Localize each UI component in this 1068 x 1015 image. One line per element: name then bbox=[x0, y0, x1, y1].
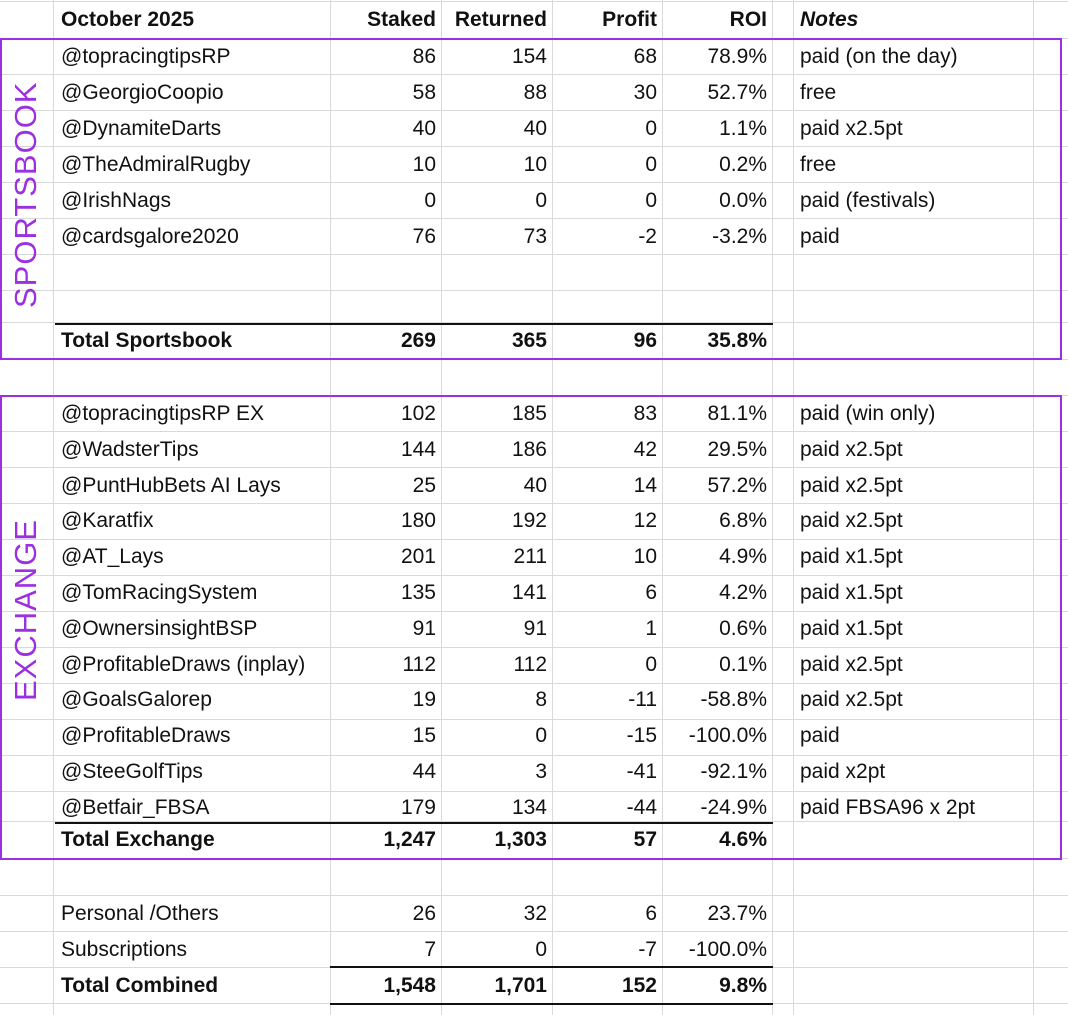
total-label: Total Sportsbook bbox=[61, 329, 233, 352]
staked-value: 58 bbox=[412, 81, 436, 104]
sportsbook-total-row bbox=[0, 323, 1068, 359]
profit-value: 0 bbox=[645, 652, 657, 676]
returned-value: 185 bbox=[511, 402, 547, 425]
returned-value: 40 bbox=[523, 473, 547, 497]
staked-value: 7 bbox=[424, 938, 436, 961]
notes-value: paid (win only) bbox=[800, 402, 936, 425]
total-roi: 4.6% bbox=[719, 828, 767, 851]
returned-value: 88 bbox=[523, 81, 547, 104]
returned-value: 0 bbox=[535, 189, 547, 212]
profit-value: 42 bbox=[633, 437, 657, 461]
sportsbook-section-label: SPORTSBOOK bbox=[8, 81, 43, 308]
total-label: Total Combined bbox=[61, 974, 219, 997]
profit-value: 6 bbox=[645, 581, 657, 604]
profit-value: 68 bbox=[633, 45, 657, 68]
staked-value: 135 bbox=[400, 581, 436, 604]
returned-value: 73 bbox=[523, 225, 547, 248]
tipster-name: @SteeGolfTips bbox=[61, 760, 203, 783]
profit-value: 83 bbox=[633, 402, 657, 425]
total-returned: 365 bbox=[511, 329, 547, 352]
returned-value: 112 bbox=[513, 652, 547, 676]
roi-value: 23.7% bbox=[707, 902, 767, 925]
table-row bbox=[0, 396, 1068, 432]
table-row bbox=[0, 432, 1068, 468]
notes-value: paid x2.5pt bbox=[800, 473, 903, 497]
tipster-name: @Karatfix bbox=[61, 509, 154, 533]
staked-value: 15 bbox=[412, 724, 436, 748]
table-row bbox=[0, 147, 1068, 183]
tipster-name: @OwnersinsightBSP bbox=[61, 616, 258, 640]
period-header: October 2025 bbox=[61, 8, 195, 31]
roi-value: 29.5% bbox=[707, 437, 767, 461]
table-row bbox=[0, 647, 1068, 683]
table-row bbox=[0, 682, 1068, 718]
total-staked: 1,247 bbox=[383, 828, 436, 851]
tipster-name: @GoalsGalorep bbox=[61, 688, 212, 712]
staked-header: Staked bbox=[367, 8, 436, 31]
profit-header: Profit bbox=[602, 8, 657, 31]
roi-value: 57.2% bbox=[707, 473, 767, 497]
staked-value: 144 bbox=[400, 437, 436, 461]
notes-value: free bbox=[800, 153, 837, 176]
tipster-name: @GeorgioCoopio bbox=[61, 81, 224, 104]
tipster-name: @TheAdmiralRugby bbox=[61, 153, 251, 176]
returned-value: 3 bbox=[535, 760, 547, 783]
returned-value: 186 bbox=[511, 437, 547, 461]
returned-value: 91 bbox=[523, 616, 547, 640]
profit-value: -11 bbox=[628, 688, 657, 712]
roi-value: 81.1% bbox=[707, 402, 767, 425]
notes-value: paid bbox=[800, 724, 840, 748]
tipster-name: @TomRacingSystem bbox=[61, 581, 258, 604]
roi-value: 78.9% bbox=[707, 45, 767, 68]
roi-value: 0.1% bbox=[719, 652, 767, 676]
tipster-name: @Betfair_FBSA bbox=[61, 795, 210, 819]
roi-value: 1.1% bbox=[719, 117, 767, 140]
roi-value: 0.0% bbox=[719, 189, 767, 212]
staked-value: 0 bbox=[424, 189, 436, 212]
profit-value: -44 bbox=[626, 795, 657, 819]
tipster-name: @ProfitableDraws bbox=[61, 724, 231, 748]
total-staked: 269 bbox=[400, 329, 436, 352]
total-returned: 1,303 bbox=[494, 828, 547, 851]
header-row bbox=[0, 2, 1068, 38]
table-row bbox=[0, 611, 1068, 647]
notes-value: paid bbox=[800, 225, 840, 248]
table-row bbox=[0, 75, 1068, 111]
notes-value: paid (on the day) bbox=[800, 45, 958, 68]
table-row bbox=[0, 183, 1068, 219]
total-roi: 35.8% bbox=[707, 329, 767, 352]
staked-value: 40 bbox=[412, 117, 436, 140]
profit-value: -41 bbox=[626, 760, 657, 783]
tipster-name: @AT_Lays bbox=[61, 545, 164, 569]
profit-value: 0 bbox=[645, 153, 657, 176]
staked-value: 86 bbox=[412, 45, 436, 68]
tipster-name: @IrishNags bbox=[61, 189, 172, 212]
table-row bbox=[0, 539, 1068, 575]
table-row bbox=[0, 503, 1068, 539]
table-row bbox=[0, 718, 1068, 754]
roi-value: 0.6% bbox=[719, 616, 767, 640]
staked-value: 25 bbox=[412, 473, 436, 497]
returned-value: 32 bbox=[523, 902, 547, 925]
table-row bbox=[0, 111, 1068, 147]
tipster-name: @topracingtipsRP EX bbox=[61, 402, 265, 425]
tipster-name: @ProfitableDraws (inplay) bbox=[61, 652, 306, 676]
roi-value: -24.9% bbox=[700, 795, 767, 819]
roi-value: 4.2% bbox=[719, 581, 767, 604]
returned-value: 154 bbox=[511, 45, 547, 68]
profit-value: 6 bbox=[645, 902, 657, 925]
profit-value: 12 bbox=[633, 509, 657, 533]
total-label: Total Exchange bbox=[61, 828, 215, 851]
tipster-name: @PuntHubBets AI Lays bbox=[61, 473, 281, 497]
roi-header: ROI bbox=[729, 8, 767, 31]
returned-value: 0 bbox=[535, 724, 547, 748]
roi-value: 6.8% bbox=[719, 509, 767, 533]
tipster-name: @WadsterTips bbox=[61, 437, 199, 461]
staked-value: 180 bbox=[400, 509, 436, 533]
returned-value: 211 bbox=[513, 545, 547, 569]
total-returned: 1,701 bbox=[494, 974, 547, 997]
roi-value: -58.8% bbox=[700, 688, 767, 712]
notes-value: paid FBSA96 x 2pt bbox=[800, 795, 976, 819]
total-profit: 57 bbox=[633, 828, 657, 851]
notes-value: paid x1.5pt bbox=[800, 616, 903, 640]
notes-value: paid (festivals) bbox=[800, 189, 936, 212]
notes-header: Notes bbox=[800, 8, 859, 31]
profit-value: 30 bbox=[633, 81, 657, 104]
tipster-name: @topracingtipsRP bbox=[61, 45, 231, 68]
table-row bbox=[0, 932, 1068, 968]
tipster-name: @DynamiteDarts bbox=[61, 117, 222, 140]
staked-value: 26 bbox=[412, 902, 436, 925]
returned-value: 0 bbox=[535, 938, 547, 961]
returned-value: 40 bbox=[523, 117, 547, 140]
total-roi: 9.8% bbox=[719, 974, 767, 997]
roi-value: 4.9% bbox=[719, 545, 767, 569]
profit-value: 0 bbox=[645, 117, 657, 140]
profit-value: 0 bbox=[645, 189, 657, 212]
profit-value: 10 bbox=[633, 545, 657, 569]
notes-value: paid x2.5pt bbox=[800, 117, 903, 140]
staked-value: 91 bbox=[412, 616, 436, 640]
roi-value: -3.2% bbox=[712, 225, 767, 248]
notes-value: free bbox=[800, 81, 837, 104]
tipster-name: @cardsgalore2020 bbox=[61, 225, 239, 248]
staked-value: 102 bbox=[400, 402, 436, 425]
profit-value: -15 bbox=[626, 724, 657, 748]
roi-value: -100.0% bbox=[688, 938, 767, 961]
table-row bbox=[0, 896, 1068, 932]
profit-value: 1 bbox=[645, 616, 657, 640]
table-row bbox=[0, 39, 1068, 75]
profit-value: -7 bbox=[638, 938, 657, 961]
staked-value: 44 bbox=[412, 760, 436, 783]
notes-value: paid x2.5pt bbox=[800, 652, 903, 676]
total-staked: 1,548 bbox=[383, 974, 436, 997]
notes-value: paid x1.5pt bbox=[800, 581, 903, 604]
notes-value: paid x2pt bbox=[800, 760, 886, 783]
returned-header: Returned bbox=[454, 8, 547, 31]
returned-value: 134 bbox=[511, 795, 547, 819]
notes-value: paid x2.5pt bbox=[800, 437, 903, 461]
staked-value: 10 bbox=[412, 153, 436, 176]
total-profit: 96 bbox=[633, 329, 657, 352]
combined-double-underline bbox=[330, 1003, 773, 1005]
staked-value: 76 bbox=[412, 225, 436, 248]
roi-value: 52.7% bbox=[707, 81, 767, 104]
notes-value: paid x2.5pt bbox=[800, 509, 903, 533]
exchange-section-label: EXCHANGE bbox=[8, 519, 43, 701]
table-row bbox=[0, 754, 1068, 790]
returned-value: 10 bbox=[523, 153, 547, 176]
roi-value: -100.0% bbox=[688, 724, 767, 748]
staked-value: 19 bbox=[412, 688, 436, 712]
tipster-name: Subscriptions bbox=[61, 938, 188, 961]
returned-value: 141 bbox=[511, 581, 547, 604]
staked-value: 201 bbox=[400, 545, 436, 569]
staked-value: 179 bbox=[400, 795, 436, 819]
notes-value: paid x1.5pt bbox=[800, 545, 903, 569]
table-row bbox=[0, 468, 1068, 504]
profit-value: 14 bbox=[633, 473, 657, 497]
combined-total-row bbox=[0, 968, 1068, 1004]
returned-value: 192 bbox=[511, 509, 547, 533]
table-row bbox=[0, 575, 1068, 611]
returned-value: 8 bbox=[535, 688, 547, 712]
staked-value: 112 bbox=[402, 652, 436, 676]
table-row bbox=[0, 219, 1068, 255]
total-profit: 152 bbox=[621, 974, 657, 997]
table-row bbox=[0, 790, 1068, 826]
roi-value: 0.2% bbox=[719, 153, 767, 176]
notes-value: paid x2.5pt bbox=[800, 688, 903, 712]
tipster-name: Personal /Others bbox=[61, 902, 219, 925]
roi-value: -92.1% bbox=[700, 760, 767, 783]
exchange-total-row bbox=[0, 822, 1068, 858]
profit-value: -2 bbox=[638, 225, 657, 248]
